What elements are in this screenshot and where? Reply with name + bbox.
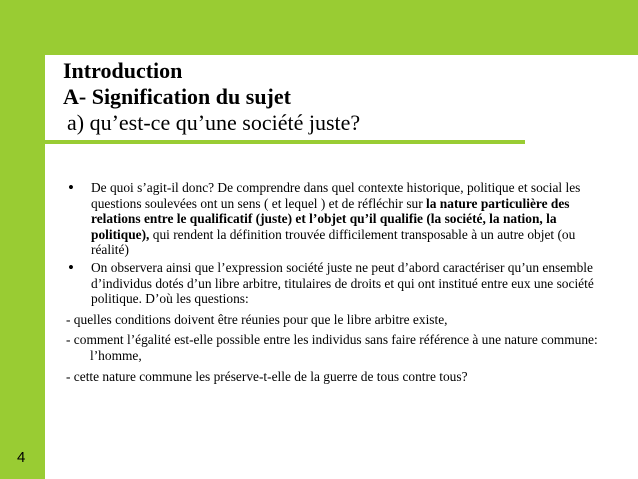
question-item: - comment l’égalité est-elle possible entre les individus sans faire référence à une nature commune: l’homme, — [66, 332, 598, 363]
question-item: - cette nature commune les préserve-t-elle de la guerre de tous contre tous? — [66, 368, 468, 384]
bullet-item — [66, 257, 606, 307]
bullet-text-end: qui rendent la définition trouvée difficilement transposable à un autre objet (ou réalité) — [91, 226, 576, 258]
bullet-text-emphasis: la nature particulière des relations entre le qualificatif (juste) et l’objet qu’il qualifie (la société, la nation, la politique), — [91, 195, 570, 242]
bullet-text — [91, 180, 580, 257]
bullet-text-intro: De quoi s’agit-il donc? De comprendre dans quel contexte historique, politique et social les questions soulevées ont un sens ( et lequel ) et de réfléchir sur — [91, 180, 581, 211]
question-item: - quelles conditions doivent être réunies pour que le libre arbitre existe, — [66, 311, 448, 327]
slide-body — [66, 180, 606, 384]
title-block — [63, 58, 623, 136]
slide-subtitle: A- Signification du sujet — [63, 84, 291, 109]
left-accent-bar — [0, 0, 45, 479]
page-number: 4 — [17, 449, 26, 466]
bullet-icon: • — [68, 178, 74, 197]
bullet-text: On observera ainsi que l’expression société juste ne peut d’abord caractériser qu’un ensemble d’individus dotés d’un libre arbitre, titulaires de droits et qui ont institué entre eux une société politique. D’où les questions: — [91, 259, 594, 307]
title-divider — [45, 140, 525, 144]
slide-subsubtitle: a) qu’est-ce qu’une société juste? — [67, 110, 361, 135]
bullet-icon: • — [68, 257, 74, 277]
bullet-item — [66, 180, 606, 258]
top-accent-bar — [45, 0, 638, 55]
slide-title: Introduction — [63, 58, 183, 83]
